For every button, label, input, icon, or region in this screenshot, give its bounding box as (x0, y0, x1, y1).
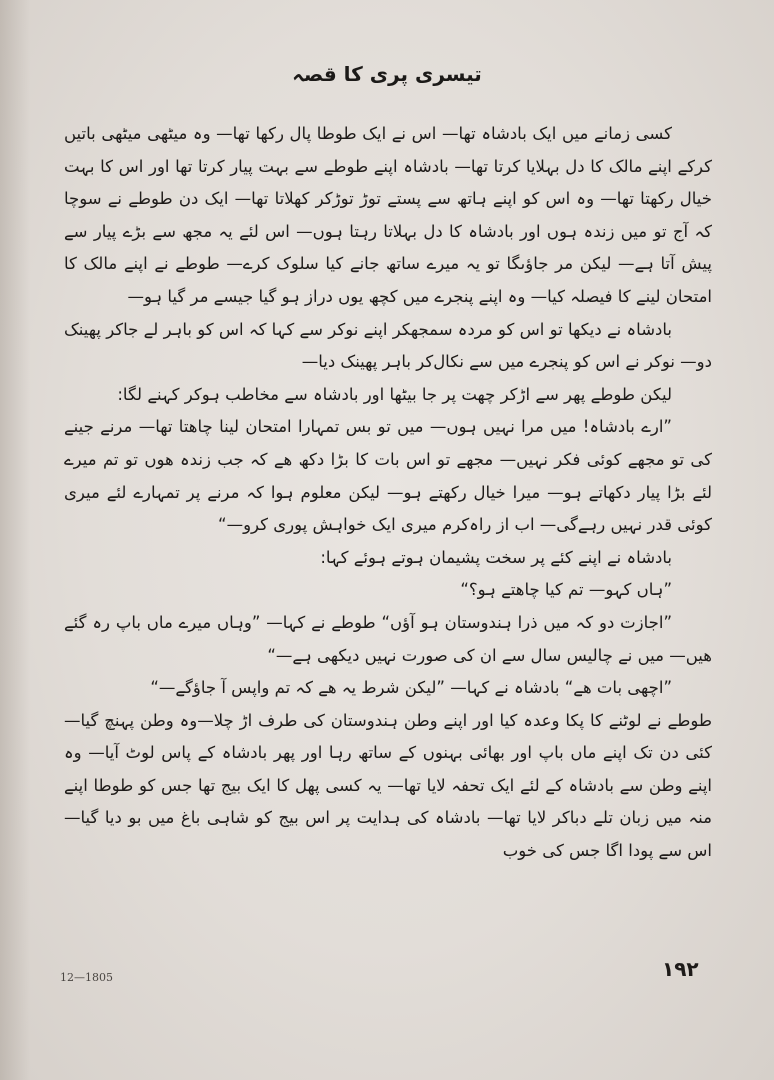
paragraph-7: ”اجازت دو کہ میں ذرا ہندوستان ہو آؤں“ طوطے نے کہا— ”وہاں میرے ماں باپ رہ گئے ھیں— میں نے چالیس سال سے ان کی صورت نہیں دیکھی ہے—“ (64, 612, 712, 665)
paragraph-6: ”ہاں کہو— تم کیا چاھتے ہو؟“ (460, 580, 672, 600)
catalog-code: 12—1805 (60, 971, 113, 984)
page-number: ۱۹۲ (662, 957, 699, 981)
paragraph-9: طوطے نے لوٹنے کا پکا وعدہ کیا اور اپنے وطن ہندوستان کی طرف اڑ چلا—وہ وطن پہنچ گیا— کئی دن تک اپنے ماں باپ اور بھائی بہنوں کے ساتھ رہا اور پھر بادشاہ کے پاس لوٹ آیا— وہ اپنے وطن سے بادشاہ کے لئے ایک تحفہ لایا تھا— یہ کسی پھل کا ایک بیج تھا جس کو طوطا اپنے منہ میں زبان تلے دباکر لایا تھا— بادشاہ کی ہدایت پر اس بیج کو شاہی باغ میں بو دیا گیا— اس سے پودا اگا جس کی خوب (64, 710, 712, 861)
paragraph-3: لیکن طوطے پھر سے اڑکر چھت پر جا بیٹھا اور بادشاہ سے مخاطب ہوکر کہنے لگا: (117, 384, 672, 404)
page-title: تیسری پری کا قصہ (292, 62, 482, 86)
paragraph-1: کسی زمانے میں ایک بادشاہ تھا— اس نے ایک طوطا پال رکھا تھا— وہ میٹھی میٹھی باتیں کرکے اپنے مالک کا دل بہلایا کرتا تھا— بادشاہ اپنے طوطے سے بہت پیار کرتا تھا اور اس کا بہت خیال رکھتا تھا— وہ اس کو اپنے ہاتھ سے پستے توڑ توڑکر کھلاتا تھا— ایک دن طوطے نے سوچا کہ آج تو میں زندہ ہوں اور بادشاہ کا دل بہلاتا رہتا ہوں— اس لئے یہ مجھ سے بڑے پیار سے پیش آتا ہے— لیکن مر جاؤںگا تو یہ میرے ساتھ جانے کیا سلوک کرے— طوطے نے اپنے مالک کا امتحان لینے کا فیصلہ کیا— وہ اپنے پنجرے میں کچھ یوں دراز ہو گیا جیسے مر گیا ہو— (64, 124, 712, 306)
paragraph-4: ”ارے بادشاہ! میں مرا نہیں ہوں— میں تو بس تمہارا امتحان لینا چاھتا تھا— مرنے جینے کی تو مجھے کوئی فکر نہیں— مجھے تو اس بات کا بڑا دکھ ھے کہ جب زندہ ھوں تو تم میرے لئے بڑا پیار دکھاتے ہو— میرا خیال رکھتے ہو— لیکن معلوم ہوا کہ مرنے پر تمہارے لئے میری کوئی قدر نہیں رہےگی— اب از راہ‌کرم میری ایک خواہش پوری کرو—“ (64, 417, 712, 535)
story-body (64, 118, 712, 868)
paragraph-2: بادشاہ نے دیکھا تو اس کو مردہ سمجھکر اپنے نوکر سے کہا کہ اس کو باہر لے جاکر پھینک دو— نوکر نے اس کو پنجرے میں سے نکال‌کر باہر پھینک دیا— (64, 319, 712, 372)
paragraph-8: ”اچھی بات ھے“ بادشاہ نے کہا— ”لیکن شرط یہ ھے کہ تم واپس آ جاؤگے—“ (150, 678, 672, 698)
page-edge-shadow (0, 0, 30, 1080)
paragraph-5: بادشاہ نے اپنے کئے پر سخت پشیمان ہوتے ہوئے کہا: (320, 547, 672, 567)
